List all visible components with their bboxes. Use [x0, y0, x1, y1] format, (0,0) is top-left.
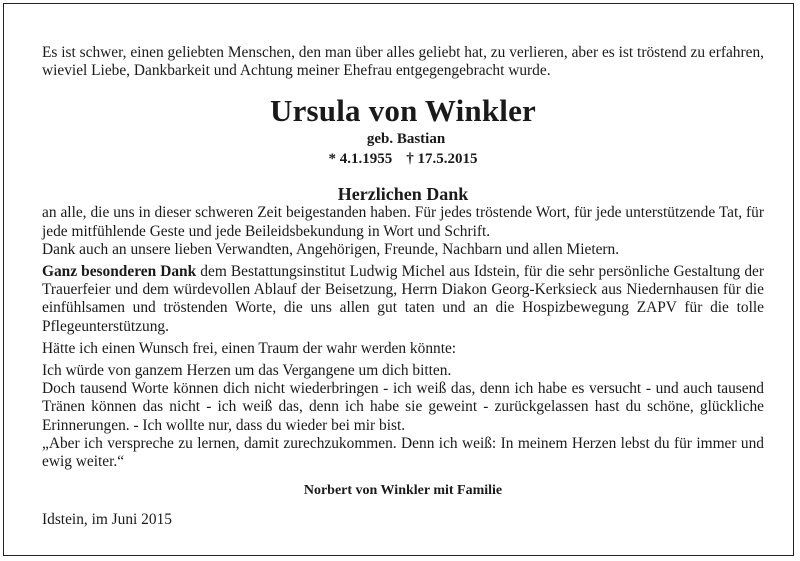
- birth-date: * 4.1.1955: [328, 151, 393, 168]
- relatives-thanks: Dank auch an unsere lieben Verwandten, Angehörigen, Freunde, Nachbarn und allen Mietern.: [42, 240, 620, 258]
- thanks-paragraph: an alle, die uns in dieser schweren Zeit beigestanden haben. Für jedes tröstende Wort, für jede unterstützende Tat, für jede mitfühlende Geste und jede Beileidsbekundung in Wort und Schrift.: [42, 204, 764, 240]
- deceased-name: Ursula von Winkler: [269, 93, 536, 129]
- notice-content: [42, 44, 764, 529]
- thanks-heading: Herzlichen Dank: [337, 184, 469, 205]
- special-thanks-text: dem Bestattungsinstitut Ludwig Michel aus Idstein, für die sehr persönliche Gestaltung der Trauerfeier und dem würdevollen Ablauf der Beisetzung, Herrn Diakon Georg-Kerksieck aus Niedernhausen für die einfühlsamen und tröstenden Worte, die uns allen gut taten und an die Hospizbewegung ZAPV für die tolle Pflegeunterstützung.: [42, 263, 764, 335]
- special-thanks-lead: Ganz besonderen Dank: [42, 263, 197, 281]
- life-dates: [42, 150, 764, 168]
- special-thanks-paragraph: [42, 263, 764, 336]
- wish-line: Hätte ich einen Wunsch frei, einen Traum der wahr werden könnte:: [42, 339, 457, 357]
- death-date: † 17.5.2015: [406, 151, 478, 168]
- maiden-name: geb. Bastian: [366, 131, 446, 148]
- intro-paragraph: Es ist schwer, einen geliebten Menschen, den man über alles geliebt hat, zu verlieren, aber es ist tröstend zu erfahren, wieviel Liebe, Dankbarkeit und Achtung meiner Ehefrau entgegengebracht wurde.: [42, 44, 764, 80]
- wish-text: Ich würde von ganzem Herzen um das Vergangene um dich bitten.: [42, 362, 452, 380]
- words-paragraph: Doch tausend Worte können dich nicht wiederbringen - ich weiß das, denn ich habe es versucht - und auch tausend Tränen können das nicht - ich weiß das, denn ich habe sie geweint - zurückgelassen hast du schöne, glückliche Erinnerungen. - Ich wollte nur, dass du wieder bei mir bist.: [42, 380, 764, 434]
- quote-paragraph: „Aber ich verspreche zu lernen, damit zurechzukommen. Denn ich weiß: In meinem Herzen lebst du für immer und ewig weiter.“: [42, 434, 764, 471]
- place-and-date: Idstein, im Juni 2015: [42, 511, 172, 529]
- signature: Norbert von Winkler mit Familie: [303, 483, 503, 499]
